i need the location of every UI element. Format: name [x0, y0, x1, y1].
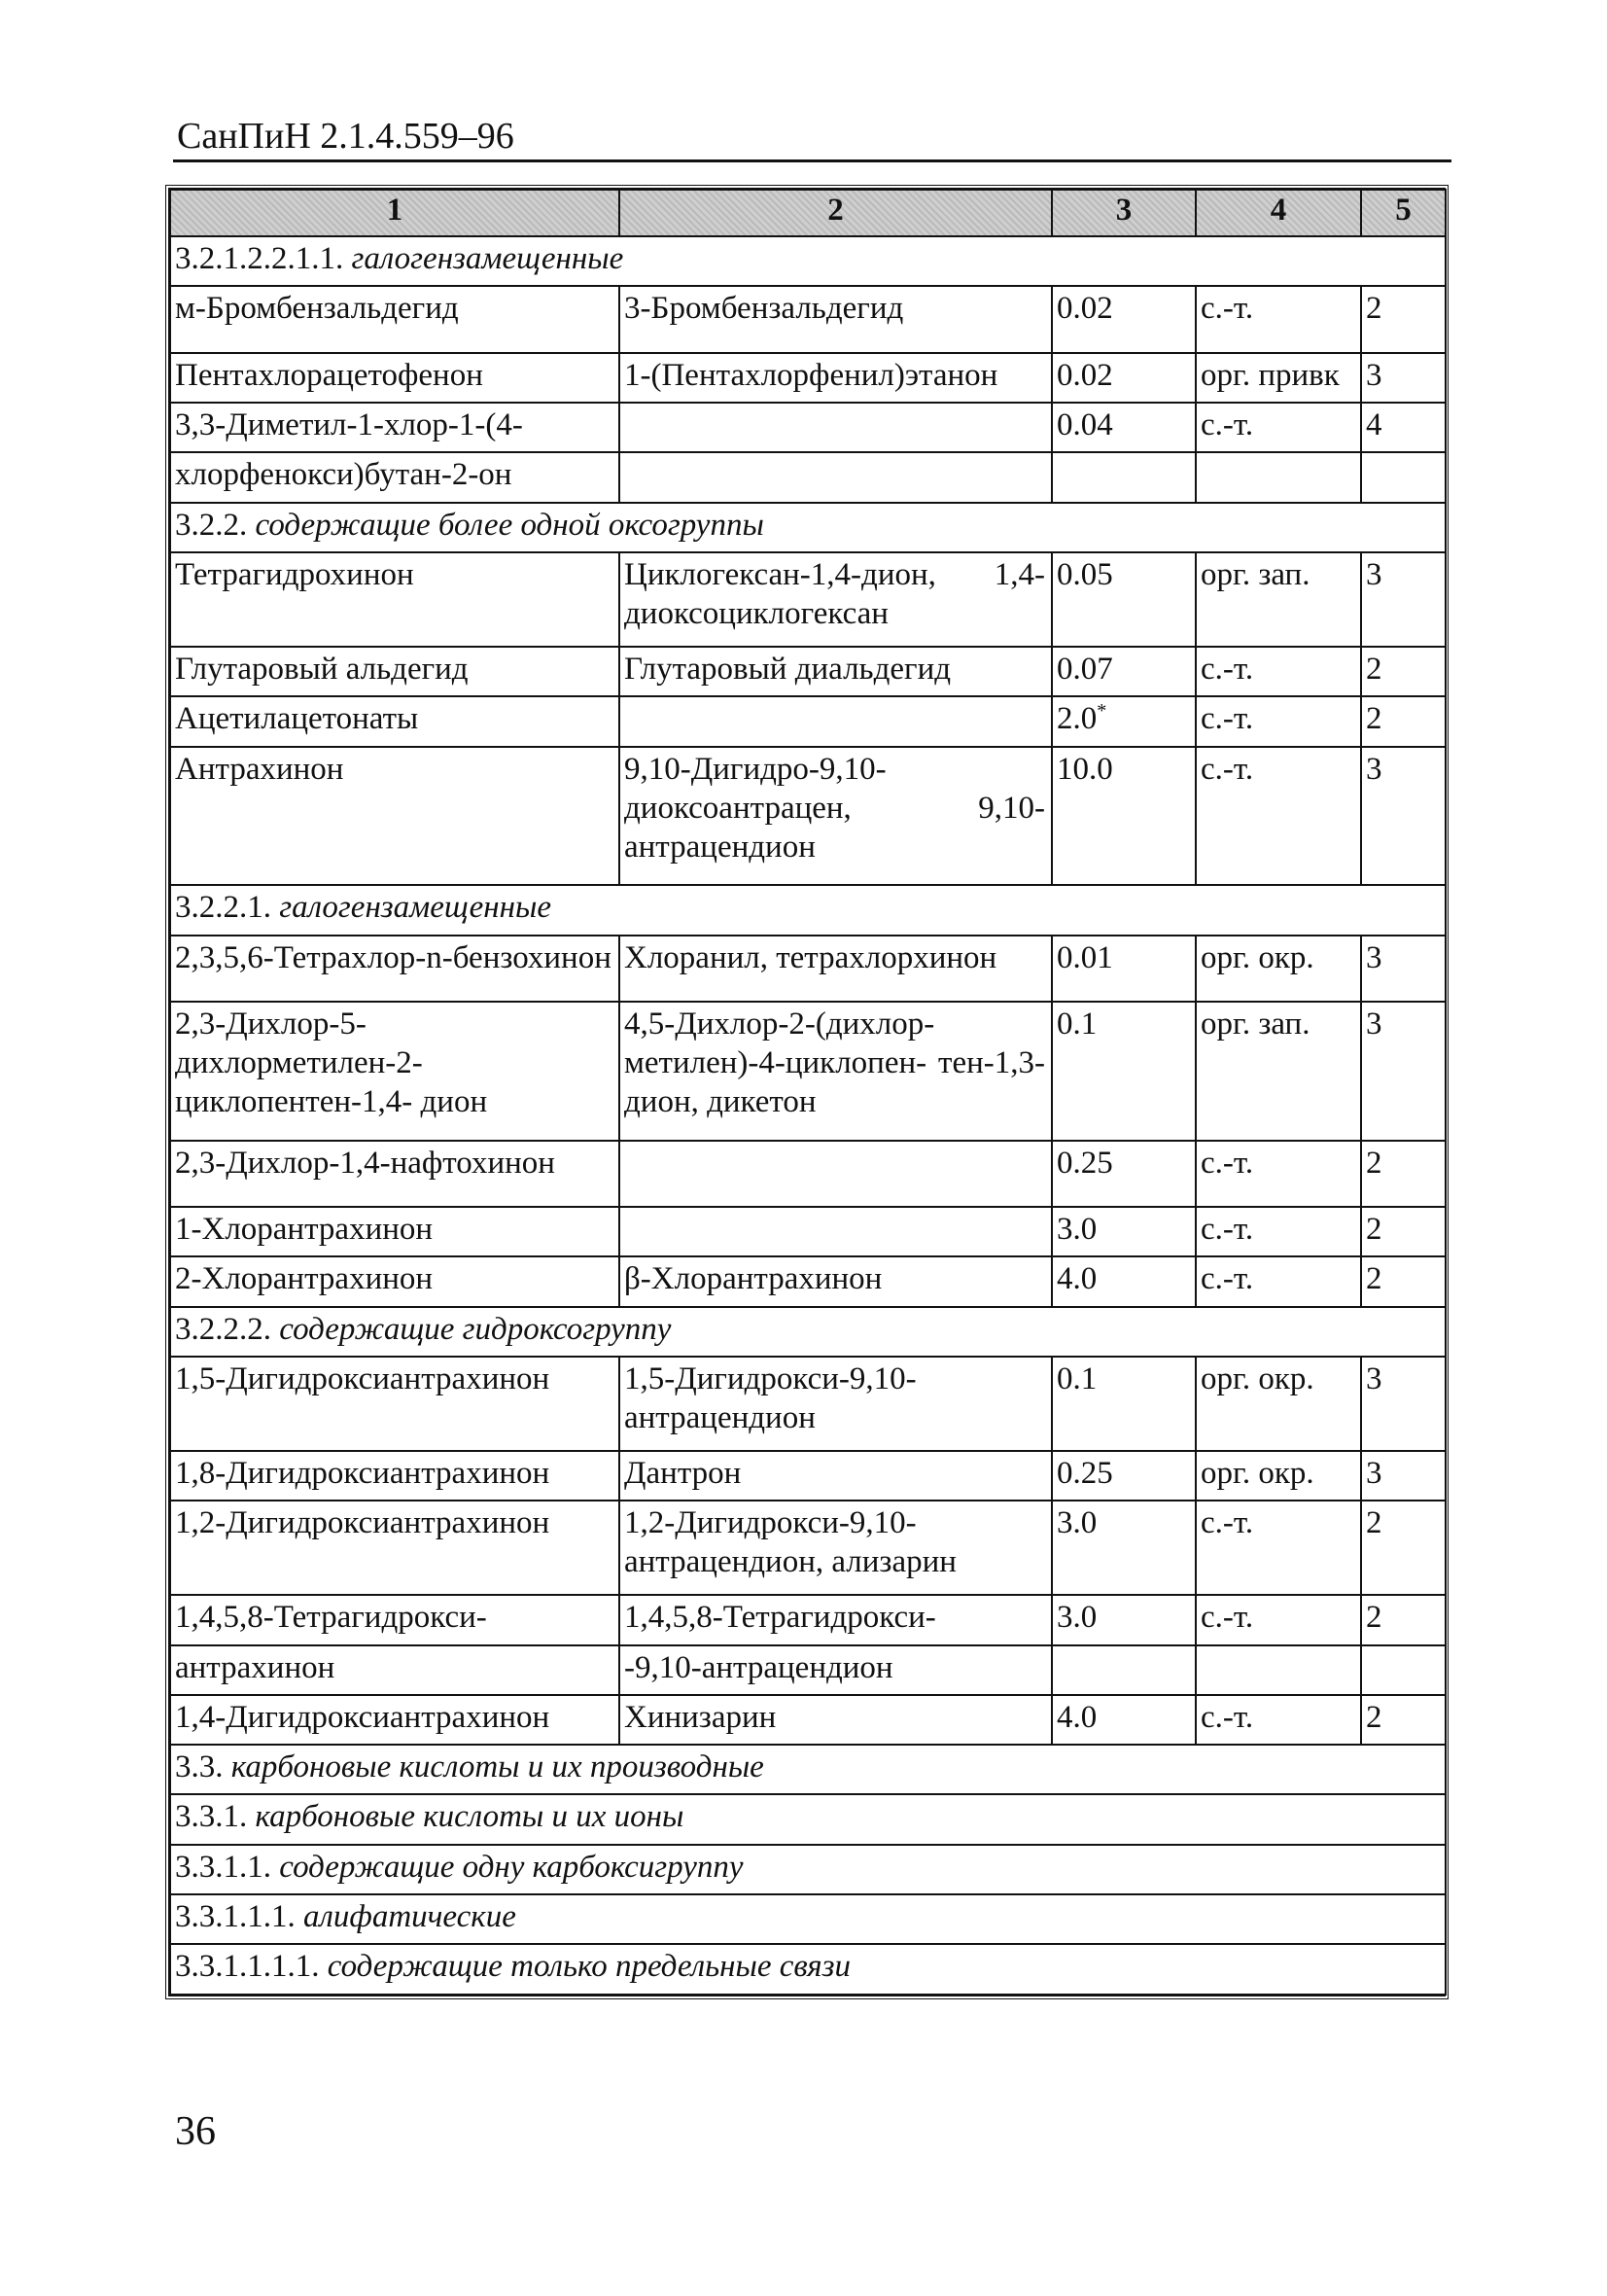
substance-row	[170, 286, 1446, 352]
limit-value	[1052, 1451, 1196, 1501]
limit-value-text: 0.07	[1057, 651, 1113, 687]
substance-name-text: 1,4-Дигидроксиантрахинон	[175, 1699, 550, 1735]
section-title: галогензамещенные	[279, 890, 552, 926]
substance-row	[170, 936, 1446, 1002]
substance-name-text: 2-Хлорантрахинон	[175, 1261, 434, 1297]
synonym	[619, 552, 1052, 647]
hazard-indicator	[1196, 647, 1361, 696]
section-title: содержащие только предельные связи	[327, 1949, 851, 1985]
limit-value	[1052, 1645, 1196, 1695]
limit-value	[1052, 1695, 1196, 1745]
section-heading-row	[170, 1794, 1446, 1844]
limit-value	[1052, 647, 1196, 696]
substance-name	[170, 1141, 619, 1207]
hazard-class	[1361, 1357, 1446, 1451]
limit-value-text: 0.25	[1057, 1145, 1113, 1181]
limit-value-text: 3.0	[1057, 1600, 1098, 1636]
substance-name-text: м-Бромбензальдегид	[175, 291, 459, 327]
hazard-indicator	[1196, 1002, 1361, 1141]
limit-value	[1052, 747, 1196, 886]
substance-row	[170, 1256, 1446, 1306]
norms-table-frame	[165, 185, 1449, 1999]
section-heading	[170, 1794, 1446, 1844]
hazard-indicator	[1196, 1256, 1361, 1306]
column-header: 1	[170, 190, 619, 236]
section-number: 3.3.1.1.1.1.	[175, 1949, 320, 1985]
limit-value-text: 2.0	[1057, 701, 1098, 737]
substance-name-text: 2,3-Дихлор-5-дихлорметилен-2-циклопентен-1,4- дион	[175, 1006, 488, 1119]
substance-row	[170, 552, 1446, 647]
norms-table	[169, 189, 1447, 1996]
substance-name-text: 1,2-Дигидроксиантрахинон	[175, 1505, 550, 1541]
limit-value-text: 0.1	[1057, 1006, 1098, 1042]
hazard-class-text: 2	[1366, 1211, 1382, 1247]
substance-name-text: Тетрагидрохинон	[175, 556, 414, 592]
hazard-class	[1361, 1695, 1446, 1745]
hazard-class-text: 2	[1366, 1600, 1382, 1636]
hazard-class	[1361, 1256, 1446, 1306]
hazard-class	[1361, 936, 1446, 1002]
limit-value	[1052, 1256, 1196, 1306]
substance-name	[170, 1645, 619, 1695]
hazard-class-text: 2	[1366, 291, 1382, 327]
substance-name-text: 1-Хлорантрахинон	[175, 1211, 434, 1247]
hazard-indicator-text: с.-т.	[1201, 1699, 1254, 1735]
hazard-indicator-text: с.-т.	[1201, 1600, 1254, 1636]
hazard-indicator	[1196, 286, 1361, 352]
synonym	[619, 1501, 1052, 1595]
hazard-indicator	[1196, 353, 1361, 403]
synonym	[619, 1002, 1052, 1141]
synonym	[619, 1357, 1052, 1451]
synonym-text: Хинизарин	[624, 1699, 777, 1735]
substance-row	[170, 1695, 1446, 1745]
hazard-indicator	[1196, 747, 1361, 886]
page-number: 36	[175, 2109, 216, 2154]
section-heading-row	[170, 503, 1446, 552]
limit-value-text: 3.0	[1057, 1211, 1098, 1247]
hazard-class-text: 2	[1366, 701, 1382, 737]
section-title: алифатические	[303, 1899, 516, 1935]
hazard-indicator	[1196, 452, 1361, 502]
synonym	[619, 696, 1052, 746]
section-heading-row	[170, 1307, 1446, 1357]
hazard-indicator-text: орг. привк	[1201, 357, 1340, 393]
substance-name-text: Ацетилацетонаты	[175, 701, 419, 737]
synonym	[619, 286, 1052, 352]
hazard-class-text: 3	[1366, 357, 1382, 393]
synonym	[619, 1451, 1052, 1501]
synonym	[619, 747, 1052, 886]
limit-value	[1052, 1207, 1196, 1256]
hazard-class-text: 2	[1366, 1505, 1382, 1541]
hazard-indicator	[1196, 1595, 1361, 1644]
substance-name-text: 1,5-Дигидроксиантрахинон	[175, 1360, 550, 1396]
section-heading	[170, 1745, 1446, 1794]
hazard-class-text: 3	[1366, 939, 1382, 975]
synonym-text: Дантрон	[624, 1455, 742, 1491]
hazard-class	[1361, 1451, 1446, 1501]
hazard-class	[1361, 1141, 1446, 1207]
synonym	[619, 1595, 1052, 1644]
limit-value	[1052, 353, 1196, 403]
column-header: 2	[619, 190, 1052, 236]
synonym-text: Хлоранил, тетрахлорхинон	[624, 939, 997, 975]
substance-name-text: 2,3-Дихлор-1,4-нафтохинон	[175, 1145, 555, 1181]
synonym-text: 9,10-Дигидро-9,10-диоксоантрацен, 9,10- антрацендион	[624, 751, 1045, 865]
section-number: 3.3.1.1.1.	[175, 1899, 296, 1935]
hazard-class-text: 3	[1366, 1006, 1382, 1042]
hazard-class	[1361, 1645, 1446, 1695]
section-heading-row	[170, 1894, 1446, 1944]
substance-name-text: 2,3,5,6-Тетрахлор-n-бензохинон	[175, 939, 611, 975]
synonym	[619, 1141, 1052, 1207]
hazard-indicator	[1196, 1357, 1361, 1451]
substance-name-text: Антрахинон	[175, 751, 344, 787]
synonym-text: β-Хлорантрахинон	[624, 1261, 883, 1297]
limit-value	[1052, 936, 1196, 1002]
hazard-class-text: 3	[1366, 751, 1382, 787]
section-title: карбоновые кислоты и их производные	[230, 1749, 764, 1785]
synonym-text: 1,5-Дигидрокси-9,10- антрацендион	[624, 1360, 917, 1435]
synonym	[619, 1207, 1052, 1256]
hazard-class-text: 2	[1366, 1145, 1382, 1181]
hazard-indicator	[1196, 936, 1361, 1002]
synonym	[619, 353, 1052, 403]
substance-name-text: 1,4,5,8-Тетрагидрокси-	[175, 1600, 487, 1636]
hazard-indicator-text: с.-т.	[1201, 1261, 1254, 1297]
substance-row	[170, 403, 1446, 452]
limit-value	[1052, 403, 1196, 452]
substance-name	[170, 696, 619, 746]
limit-value	[1052, 452, 1196, 502]
running-header	[173, 109, 1451, 162]
substance-name	[170, 403, 619, 452]
section-heading-row	[170, 1745, 1446, 1794]
limit-value-text: 0.04	[1057, 407, 1113, 442]
hazard-class-text: 3	[1366, 1455, 1382, 1491]
hazard-class	[1361, 696, 1446, 746]
substance-row	[170, 696, 1446, 746]
section-title: содержащие одну карбоксигруппу	[279, 1849, 744, 1885]
limit-value-text: 0.25	[1057, 1455, 1113, 1491]
hazard-class	[1361, 647, 1446, 696]
limit-value	[1052, 552, 1196, 647]
hazard-indicator-text: с.-т.	[1201, 1505, 1254, 1541]
hazard-class	[1361, 353, 1446, 403]
synonym-text: 4,5-Дихлор-2-(дихлор- метилен)-4-циклопен- тен-1,3-дион, дикетон	[624, 1006, 1045, 1119]
section-number: 3.3.1.	[175, 1799, 248, 1835]
synonym	[619, 936, 1052, 1002]
substance-row	[170, 1357, 1446, 1451]
section-heading	[170, 1894, 1446, 1944]
hazard-indicator-text: орг. окр.	[1201, 939, 1314, 975]
hazard-class	[1361, 1501, 1446, 1595]
section-heading	[170, 885, 1446, 935]
substance-name	[170, 647, 619, 696]
hazard-indicator-text: орг. зап.	[1201, 1006, 1310, 1042]
substance-name-text: Пентахлорацетофенон	[175, 357, 483, 393]
limit-value-text: 10.0	[1057, 751, 1113, 787]
substance-row	[170, 647, 1446, 696]
substance-name	[170, 1595, 619, 1644]
hazard-class-text: 2	[1366, 651, 1382, 687]
section-number: 3.2.2.	[175, 507, 248, 543]
hazard-class	[1361, 286, 1446, 352]
limit-value	[1052, 1002, 1196, 1141]
substance-name	[170, 1501, 619, 1595]
limit-value	[1052, 1141, 1196, 1207]
substance-name	[170, 936, 619, 1002]
hazard-class-text: 4	[1366, 407, 1382, 442]
synonym	[619, 452, 1052, 502]
substance-row	[170, 747, 1446, 886]
substance-name-text: Глутаровый альдегид	[175, 651, 469, 687]
substance-name	[170, 747, 619, 886]
substance-name	[170, 1207, 619, 1256]
limit-value-text: 4.0	[1057, 1261, 1098, 1297]
section-heading	[170, 1307, 1446, 1357]
limit-value	[1052, 696, 1196, 746]
hazard-indicator-text: с.-т.	[1201, 701, 1254, 737]
hazard-indicator	[1196, 552, 1361, 647]
limit-value	[1052, 1357, 1196, 1451]
footnote-mark: *	[1097, 700, 1107, 723]
hazard-indicator	[1196, 1141, 1361, 1207]
hazard-indicator-text: с.-т.	[1201, 751, 1254, 787]
substance-name	[170, 353, 619, 403]
substance-name	[170, 286, 619, 352]
column-header: 3	[1052, 190, 1196, 236]
synonym-text: Глутаровый диальдегид	[624, 651, 952, 687]
substance-row	[170, 1141, 1446, 1207]
hazard-class-text: 3	[1366, 556, 1382, 592]
document-code: СанПиН 2.1.4.559–96	[177, 116, 514, 157]
substance-row	[170, 1595, 1446, 1644]
substance-name-text: хлорфенокси)бутан-2-он	[175, 457, 512, 493]
substance-row	[170, 1207, 1446, 1256]
synonym	[619, 647, 1052, 696]
hazard-indicator-text: орг. окр.	[1201, 1360, 1314, 1396]
limit-value-text: 0.01	[1057, 939, 1113, 975]
substance-row	[170, 452, 1446, 502]
hazard-indicator	[1196, 1645, 1361, 1695]
substance-name	[170, 552, 619, 647]
column-header: 4	[1196, 190, 1361, 236]
limit-value	[1052, 1595, 1196, 1644]
substance-name-text: антрахинон	[175, 1649, 335, 1685]
hazard-indicator	[1196, 1207, 1361, 1256]
substance-name	[170, 1695, 619, 1745]
synonym-text: 3-Бромбензальдегид	[624, 291, 904, 327]
limit-value-text: 0.1	[1057, 1360, 1098, 1396]
synonym	[619, 1695, 1052, 1745]
hazard-indicator	[1196, 403, 1361, 452]
section-heading-row	[170, 1845, 1446, 1894]
hazard-class	[1361, 1595, 1446, 1644]
section-heading-row	[170, 1944, 1446, 1995]
hazard-class	[1361, 403, 1446, 452]
section-heading	[170, 236, 1446, 286]
substance-name	[170, 452, 619, 502]
substance-name-text: 3,3-Диметил-1-хлор-1-(4-	[175, 407, 523, 442]
section-number: 3.3.	[175, 1749, 224, 1785]
section-heading	[170, 503, 1446, 552]
synonym-text: 1,2-Дигидрокси-9,10- антрацендион, ализарин	[624, 1505, 957, 1580]
limit-value	[1052, 1501, 1196, 1595]
hazard-indicator-text: орг. зап.	[1201, 556, 1310, 592]
synonym-text: -9,10-антрацендион	[624, 1649, 893, 1685]
synonym-text: 1,4,5,8-Тетрагидрокси-	[624, 1600, 936, 1636]
hazard-class	[1361, 452, 1446, 502]
limit-value-text: 4.0	[1057, 1699, 1098, 1735]
synonym	[619, 1645, 1052, 1695]
section-heading-row	[170, 236, 1446, 286]
section-title: галогензамещенные	[351, 240, 624, 276]
hazard-indicator	[1196, 1695, 1361, 1745]
limit-value-text: 0.05	[1057, 556, 1113, 592]
hazard-class	[1361, 747, 1446, 886]
hazard-class-text: 2	[1366, 1699, 1382, 1735]
hazard-indicator-text: с.-т.	[1201, 291, 1254, 327]
section-heading	[170, 1944, 1446, 1995]
substance-name-text: 1,8-Дигидроксиантрахинон	[175, 1455, 550, 1491]
hazard-indicator	[1196, 1501, 1361, 1595]
hazard-class	[1361, 1002, 1446, 1141]
hazard-indicator-text: с.-т.	[1201, 1145, 1254, 1181]
hazard-class-text: 2	[1366, 1261, 1382, 1297]
substance-row	[170, 1002, 1446, 1141]
hazard-indicator-text: с.-т.	[1201, 1211, 1254, 1247]
hazard-class	[1361, 1207, 1446, 1256]
hazard-indicator	[1196, 1451, 1361, 1501]
limit-value	[1052, 286, 1196, 352]
section-heading-row	[170, 885, 1446, 935]
substance-row	[170, 1645, 1446, 1695]
limit-value-text: 0.02	[1057, 291, 1113, 327]
substance-name	[170, 1002, 619, 1141]
hazard-indicator-text: орг. окр.	[1201, 1455, 1314, 1491]
synonym	[619, 1256, 1052, 1306]
substance-row	[170, 1451, 1446, 1501]
substance-row	[170, 1501, 1446, 1595]
hazard-class	[1361, 552, 1446, 647]
limit-value-text: 3.0	[1057, 1505, 1098, 1541]
substance-name	[170, 1357, 619, 1451]
limit-value-text: 0.02	[1057, 357, 1113, 393]
section-number: 3.2.2.1.	[175, 890, 271, 926]
substance-row	[170, 353, 1446, 403]
section-number: 3.2.2.2.	[175, 1311, 271, 1347]
table-header-row	[170, 190, 1446, 236]
column-header: 5	[1361, 190, 1446, 236]
hazard-indicator-text: с.-т.	[1201, 651, 1254, 687]
hazard-indicator	[1196, 696, 1361, 746]
synonym-text: Циклогексан-1,4-дион, 1,4-диоксоциклогексан	[624, 556, 1045, 631]
section-title: карбоновые кислоты и их ионы	[255, 1799, 684, 1835]
hazard-indicator-text: с.-т.	[1201, 407, 1254, 442]
section-title: содержащие гидроксогруппу	[279, 1311, 672, 1347]
section-number: 3.2.1.2.2.1.1.	[175, 240, 344, 276]
synonym-text: 1-(Пентахлорфенил)этанон	[624, 357, 998, 393]
substance-name	[170, 1256, 619, 1306]
section-heading	[170, 1845, 1446, 1894]
section-number: 3.3.1.1.	[175, 1849, 271, 1885]
hazard-class-text: 3	[1366, 1360, 1382, 1396]
substance-name	[170, 1451, 619, 1501]
synonym	[619, 403, 1052, 452]
section-title: содержащие более одной оксогруппы	[255, 507, 764, 543]
